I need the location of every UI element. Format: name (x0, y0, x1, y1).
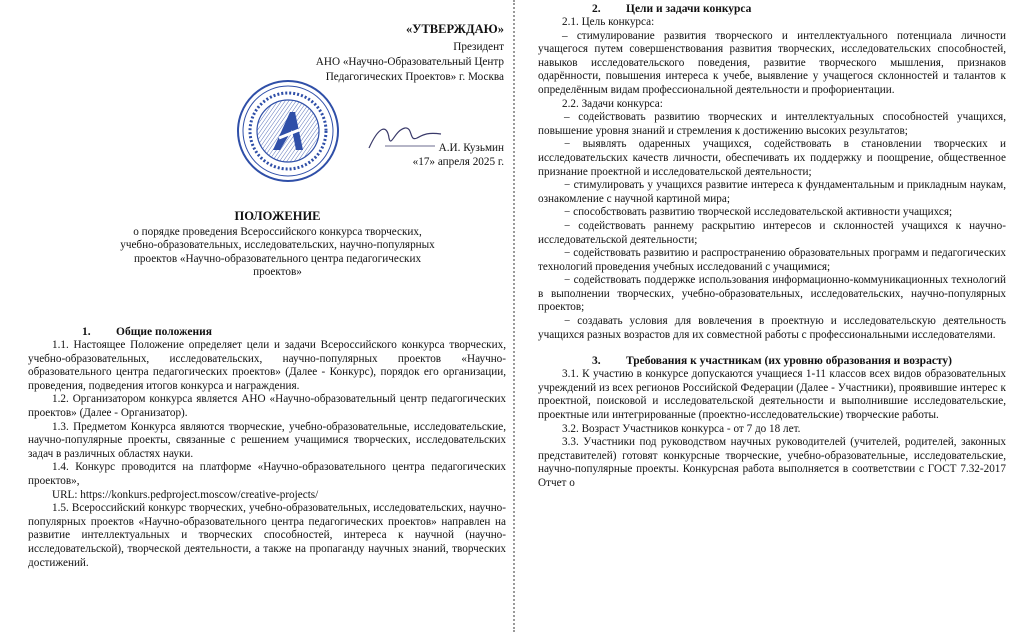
document-title: ПОЛОЖЕНИЕ (234, 209, 321, 223)
paragraph-1-3: 1.3. Предметом Конкурса являются творческие, учебно-образовательные, исследовательские, научно-популярные проекты, связанные с решением учащимися творческих, исследовательских задач в различных областях науки. (28, 420, 506, 460)
page-separator (513, 0, 515, 632)
task-item: − содействовать раннему раскрытию интересов и склонностей учащихся к научно-исследовательской деятельности; (538, 219, 1006, 246)
section-general-provisions (28, 325, 506, 570)
approval-org-line2: Педагогических Проектов» г. Москва (325, 71, 504, 83)
goal-label: 2.1. Цель конкурса: (562, 16, 655, 28)
signature-block (324, 141, 504, 169)
task-item: − выявлять одаренных учащихся, содействовать в становлении творческих и исследовательских качеств личности, обеспечивать их поддержку и поощрение, общественное признание проектной и исследовательской деятельности; (538, 138, 1006, 178)
section-title: Общие положения (116, 326, 212, 338)
section-heading (538, 2, 1006, 16)
approval-block (204, 22, 504, 85)
task-item: − содействовать развитию и распространению образовательных программ и педагогических технологий проведения учебных исследований с учащимися; (538, 247, 1006, 273)
section-number: 3. (592, 355, 601, 368)
right-page-content (538, 2, 1006, 491)
document-subtitle-line2: учебно-образовательных, исследовательских, научно-популярных (120, 239, 435, 251)
approval-date: «17» апреля 2025 г. (412, 156, 504, 168)
paragraph-1-2: 1.2. Организатором конкурса является АНО «Научно-образовательный центр педагогических проектов» (Далее - Организатор). (28, 393, 506, 419)
document-subtitle-line1: о порядке проведения Всероссийского конкурса творческих, (133, 225, 422, 238)
document-subtitle-line4: проектов» (253, 266, 302, 278)
paragraph-3-2: 3.2. Возраст Участников конкурса - от 7 до 18 лет. (562, 422, 801, 435)
task-item: − содействовать поддержке использования информационно-коммуникационных технологий в выполнении творческих, учебно-образовательных, исследовательских, научно-популярных проектов; (538, 274, 1006, 314)
section-title: Требования к участникам (их уровню образования и возрасту) (626, 355, 952, 368)
signatory-name: А.И. Кузьмин (438, 142, 504, 154)
document-page-right (516, 0, 1013, 632)
task-item: – содействовать развитию творческих и интеллектуальных способностей учащихся, повышение уровня знаний и стремления к достижению высоких результатов; (538, 111, 1006, 137)
section-number: 1. (82, 326, 91, 338)
goal-text: – стимулирование развития творческого и интеллектуального потенциала личности учащегося путем совершенствования развития творческих, исследовательских способностей, навыков исследовательского поведения, развитие творческого мышления, признаков одарённости, повышения интереса к учебе, выявление у учащегося склонностей и талантов к определённым видам профессиональной деятельности и профориентации. (538, 29, 1006, 96)
task-item: − стимулировать у учащихся развитие интереса к фундаментальным и прикладным наукам, ознакомление с научной картиной мира; (538, 179, 1006, 205)
section-title: Цели и задачи конкурса (626, 3, 752, 15)
section-heading (28, 325, 506, 339)
document-subtitle-line3: проектов «Научно-образовательного центра педагогических (133, 252, 422, 265)
section-number: 2. (592, 3, 601, 15)
approval-position: Президент (453, 41, 504, 53)
paragraph-3-1: 3.1. К участию в конкурсе допускаются учащиеся 1-11 классов всех видов образовательных учреждений из всех регионов Российской Федерации (Далее - Участники), проявившие интерес к проектной, поисковой и исследовательской деятельности и выполнившие исследовательские, проектные или интегрированные (проектно-исследовательские) творческие работы. (538, 368, 1006, 422)
paragraph-1-4: 1.4. Конкурс проводится на платформе «Научно-образовательного центра педагогических проектов», (28, 461, 506, 487)
section-heading (538, 354, 1006, 368)
approval-org-line1: АНО «Научно-Образовательный Центр (315, 56, 504, 68)
document-title-block (75, 210, 480, 280)
approval-title: «УТВЕРЖДАЮ» (406, 22, 504, 36)
task-item: − способствовать развитию творческой исследовательской активности учащихся; (564, 206, 953, 219)
tasks-label: 2.2. Задачи конкурса: (562, 97, 663, 110)
contest-url: URL: https://konkurs.pedproject.moscow/creative-projects/ (52, 488, 319, 501)
task-item: − создавать условия для вовлечения в проектную и исследовательскую деятельность учащихся разных возрастов для их совместной работы с профессиональными исследователями. (538, 315, 1006, 341)
paragraph-1-1: 1.1. Настоящее Положение определяет цели и задачи Всероссийского конкурса творческих, учебно-образовательных, исследовательских, научно-популярных проектов «Научно-образовательного центра педагогических проектов» (Далее - Конкурс), порядок его организации, проведения, подведения итогов конкурса и награждения. (28, 339, 506, 392)
section-participant-requirements (538, 354, 1006, 490)
paragraph-3-3: 3.3. Участники под руководством научных руководителей (учителей, родителей, законных представителей) готовят конкурсные творческие, учебно-образовательные, исследовательские, научно-популярные проекты. Конкурсная работа выполняется в соответствии с ГОСТ 7.32-2017 Отчет о (538, 436, 1006, 489)
paragraph-1-5: 1.5. Всероссийский конкурс творческих, учебно-образовательных, исследовательских, научно-популярных проектов «Научно-образовательного центра педагогических проектов» направлен на развитие интеллектуальных и творческих способностей, интереса к научной (научно-исследовательской), творческой деятельности, а также на пропаганду научных знаний, творческих достижений. (28, 502, 506, 569)
